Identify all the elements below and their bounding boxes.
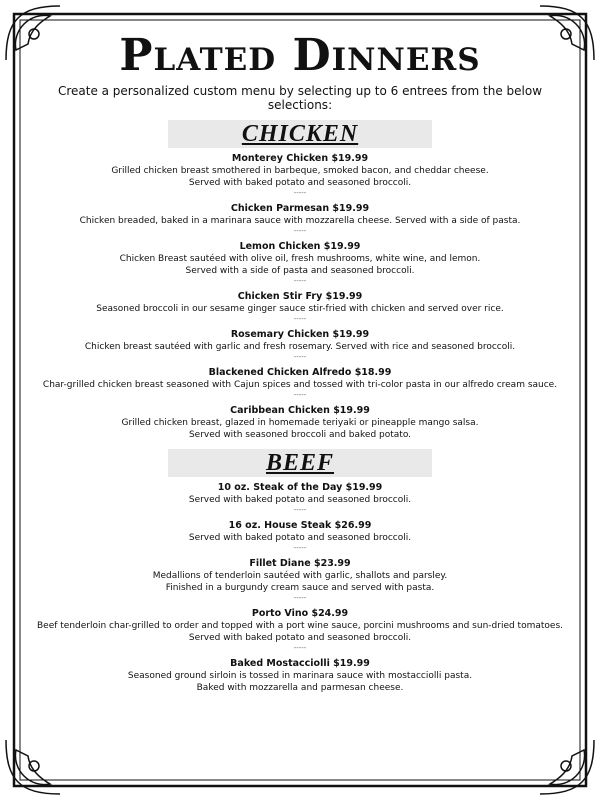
menu-item [30,290,570,315]
item-separator: ----- [293,353,307,361]
menu-item-description: Chicken breaded, baked in a marinara sauce with mozzarella cheese. Served with a side of pasta. [79,216,521,226]
menu-item-description: Grilled chicken breast smothered in barbeque, smoked bacon, and cheddar cheese. [111,166,489,176]
menu-item [30,240,570,277]
menu-item-name: Baked Mostacciolli $19.99 [230,658,370,669]
menu-item-description: Served with seasoned broccoli and baked potato. [188,430,412,440]
menu-item-description: Beef tenderloin char-grilled to order and topped with a port wine sauce, porcini mushrooms and sun-dried tomatoes. [36,621,563,631]
section-heading-chicken: CHICKEN [168,120,432,148]
menu-item [30,404,570,441]
menu-content [30,30,570,694]
item-separator: ----- [293,594,307,602]
menu-item-name: 16 oz. House Steak $26.99 [228,520,372,531]
menu-item-description: Grilled chicken breast, glazed in homemade teriyaki or pineapple mango salsa. [121,418,479,428]
item-separator: ----- [293,391,307,399]
item-separator: ----- [293,544,307,552]
item-separator: ----- [293,315,307,323]
item-separator: ----- [293,227,307,235]
menu-item-name: Lemon Chicken $19.99 [239,241,361,252]
menu-item-description: Served with a side of pasta and seasoned broccoli. [185,266,415,276]
menu-item [30,607,570,644]
menu-item-name: Chicken Stir Fry $19.99 [237,291,363,302]
menu-item-name: 10 oz. Steak of the Day $19.99 [217,482,383,493]
menu-item-name: Rosemary Chicken $19.99 [230,329,370,340]
menu-item [30,202,570,227]
item-separator: ----- [293,644,307,652]
menu-item-description: Finished in a burgundy cream sauce and served with pasta. [165,583,435,593]
item-separator: ----- [293,277,307,285]
menu-item-description: Char-grilled chicken breast seasoned with Cajun spices and tossed with tri-color pasta in our alfredo cream sauce. [42,380,558,390]
menu-item-name: Blackened Chicken Alfredo $18.99 [208,367,392,378]
menu-item-description: Served with baked potato and seasoned broccoli. [188,495,412,505]
menu-item-description: Served with baked potato and seasoned broccoli. [188,178,412,188]
menu-item [30,366,570,391]
item-separator: ----- [293,506,307,514]
menu-item-description: Medallions of tenderloin sautéed with garlic, shallots and parsley. [152,571,448,581]
menu-item-name: Porto Vino $24.99 [251,608,349,619]
page-title: Plated Dinners [119,30,481,81]
menu-item-description: Baked with mozzarella and parmesan cheese. [196,683,404,693]
menu-item-description: Seasoned ground sirloin is tossed in marinara sauce with mostacciolli pasta. [127,671,473,681]
menu-item-description: Chicken Breast sautéed with olive oil, fresh mushrooms, white wine, and lemon. [119,254,481,264]
menu-item-name: Caribbean Chicken $19.99 [230,405,370,416]
menu-item [30,657,570,694]
menu-item-name: Fillet Diane $23.99 [249,558,351,569]
menu-item-description: Served with baked potato and seasoned broccoli. [188,633,412,643]
menu-item-description: Chicken breast sautéed with garlic and fresh rosemary. Served with rice and seasoned broccoli. [84,342,516,352]
menu-item-name: Monterey Chicken $19.99 [231,153,369,164]
section-heading-beef: BEEF [168,449,432,477]
menu-item [30,328,570,353]
menu-item [30,152,570,189]
menu-item [30,481,570,506]
intro-text: Create a personalized custom menu by selecting up to 6 entrees from the below selections: [57,84,543,112]
menu-item [30,557,570,594]
item-separator: ----- [293,189,307,197]
menu-item [30,519,570,544]
menu-sections [30,120,570,694]
menu-item-description: Served with baked potato and seasoned broccoli. [188,533,412,543]
menu-item-name: Chicken Parmesan $19.99 [230,203,370,214]
menu-item-description: Seasoned broccoli in our sesame ginger sauce stir-fried with chicken and served over rice. [96,304,504,314]
